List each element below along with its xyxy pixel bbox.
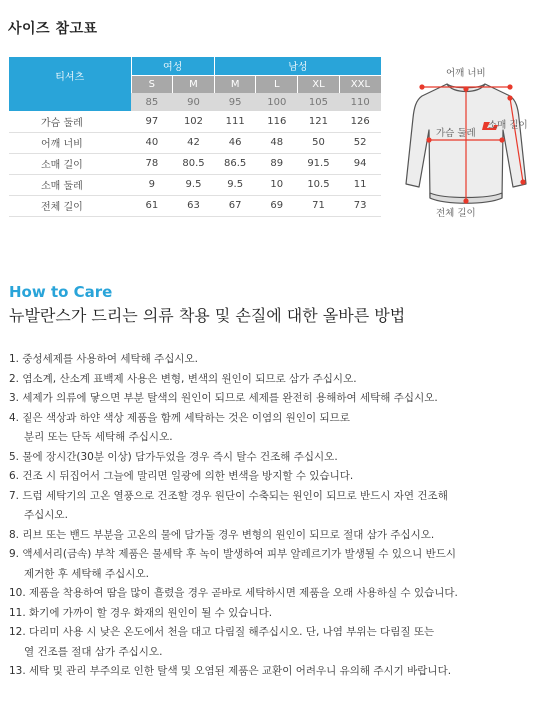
measurement-cell: 50 [298,132,340,153]
care-item: 7. 드럼 세탁기의 고온 열풍으로 건조할 경우 원단이 수축되는 원인이 되므로 반드시 자연 건조해 [9,489,448,502]
measurement-cell: 40 [131,132,173,153]
size-header: S [131,75,173,93]
measurement-cell: 116 [256,111,298,132]
measurement-cell: 63 [173,195,215,216]
care-item: 11. 화기에 가까이 할 경우 화재의 원인이 될 수 있습니다. [9,606,273,619]
care-item: 5. 물에 장시간(30분 이상) 담가두었을 경우 즉시 탈수 건조해 주십시오. [9,450,338,463]
sleeve-label: 소매 길이 [488,120,528,131]
measurement-cell: 9.5 [214,174,256,195]
measurement-cell: 61 [131,195,173,216]
row-label: 가슴 둘레 [9,111,131,132]
shoulder-label: 어깨 너비 [446,68,486,79]
blank-cell [9,93,131,111]
size-chart-table [9,57,381,217]
size-header: M [173,75,215,93]
care-item: 9. 액세서리(금속) 부착 제품은 물세탁 후 녹이 발생하여 피부 알레르기가 발생될 수 있으니 반드시 [9,548,457,560]
table-header-tshirt: 티셔츠 [9,57,131,93]
size-header: M [214,75,256,93]
measurement-cell: 73 [339,195,381,216]
row-label: 소매 길이 [9,153,131,174]
care-item-continuation: 제거한 후 세탁해 주십시오. [24,567,149,580]
care-item: 2. 염소계, 산소계 표백제 사용은 변형, 변색의 원인이 되므로 삼가 주십시오. [9,372,357,385]
size-number: 90 [173,93,215,111]
row-label: 어깨 너비 [9,132,131,153]
measurement-cell: 80.5 [173,153,215,174]
size-number: 85 [131,93,173,111]
size-header: XXL [339,75,381,93]
measurement-cell: 9 [131,174,173,195]
size-rows [9,111,381,216]
care-subtitle: 뉴발란스가 드리는 의류 착용 및 손질에 대한 올바른 방법 [9,306,406,325]
row-label: 소매 둘레 [9,174,131,195]
care-item: 12. 다리미 사용 시 낮은 온도에서 천을 대고 다림질 해주십시오. 단, 나염 부위는 다림질 또는 [9,626,435,638]
measurement-cell: 89 [256,153,298,174]
table-row [9,153,381,174]
measurement-cell: 111 [214,111,256,132]
table-row [9,132,381,153]
measurement-cell: 46 [214,132,256,153]
size-number-row [9,93,381,111]
measurement-cell: 48 [256,132,298,153]
size-number: 110 [339,93,381,111]
measurement-cell: 10 [256,174,298,195]
group-header-men: 남성 [214,57,381,75]
care-item: 3. 세제가 의류에 닿으면 부분 탈색의 원인이 되므로 세제를 완전히 용해하여 세탁해 주십시오. [9,392,438,404]
size-header: XL [298,75,340,93]
table-row [9,195,381,216]
measurement-cell: 9.5 [173,174,215,195]
size-chart-title: 사이즈 참고표 [8,21,98,37]
size-number: 95 [214,93,256,111]
care-item: 8. 리브 또는 밴드 부분을 고온의 물에 담가둘 경우 변형의 원인이 되므로 절대 삼가 주십시오. [9,528,435,541]
table-row [9,111,381,132]
care-instructions-list [9,350,539,682]
length-label: 전체 길이 [436,208,476,219]
care-item-continuation: 주십시오. [24,509,68,521]
table-row [9,174,381,195]
measurement-cell: 91.5 [298,153,340,174]
measurement-cell: 126 [339,111,381,132]
measurement-cell: 94 [339,153,381,174]
measurement-cell: 86.5 [214,153,256,174]
measurement-cell: 69 [256,195,298,216]
care-item: 6. 건조 시 뒤집어서 그늘에 말리면 일광에 의한 변색을 방지할 수 있습니다. [9,470,354,482]
care-item-continuation: 분리 또는 단독 세탁해 주십시오. [24,431,173,443]
care-item: 10. 제품을 착용하여 땀을 많이 흘렸을 경우 곧바로 세탁하시면 제품을 오래 사용하실 수 있습니다. [9,587,458,599]
care-item-continuation: 열 건조를 절대 삼가 주십시오. [24,645,163,658]
size-header: L [256,75,298,93]
measurement-cell: 102 [173,111,215,132]
measurement-cell: 42 [173,132,215,153]
shirt-measurement-diagram [392,56,542,221]
size-number: 105 [298,93,340,111]
chest-label: 가슴 둘레 [436,128,476,139]
care-item: 13. 세탁 및 관리 부주의로 인한 탈색 및 오염된 제품은 교환이 어려우니 유의해 주시기 바랍니다. [9,665,452,677]
measurement-cell: 10.5 [298,174,340,195]
care-item: 4. 짙은 색상과 하얀 색상 제품을 함께 세탁하는 것은 이염의 원인이 되므로 [9,411,350,424]
care-item: 1. 중성세제를 사용하여 세탁해 주십시오. [9,353,198,365]
care-title: How to Care [9,283,113,301]
group-header-women: 여성 [131,57,214,75]
measurement-cell: 121 [298,111,340,132]
measurement-cell: 78 [131,153,173,174]
row-label: 전체 길이 [9,195,131,216]
measurement-cell: 67 [214,195,256,216]
measurement-cell: 11 [339,174,381,195]
measurement-cell: 71 [298,195,340,216]
size-number: 100 [256,93,298,111]
measurement-cell: 52 [339,132,381,153]
measurement-cell: 97 [131,111,173,132]
